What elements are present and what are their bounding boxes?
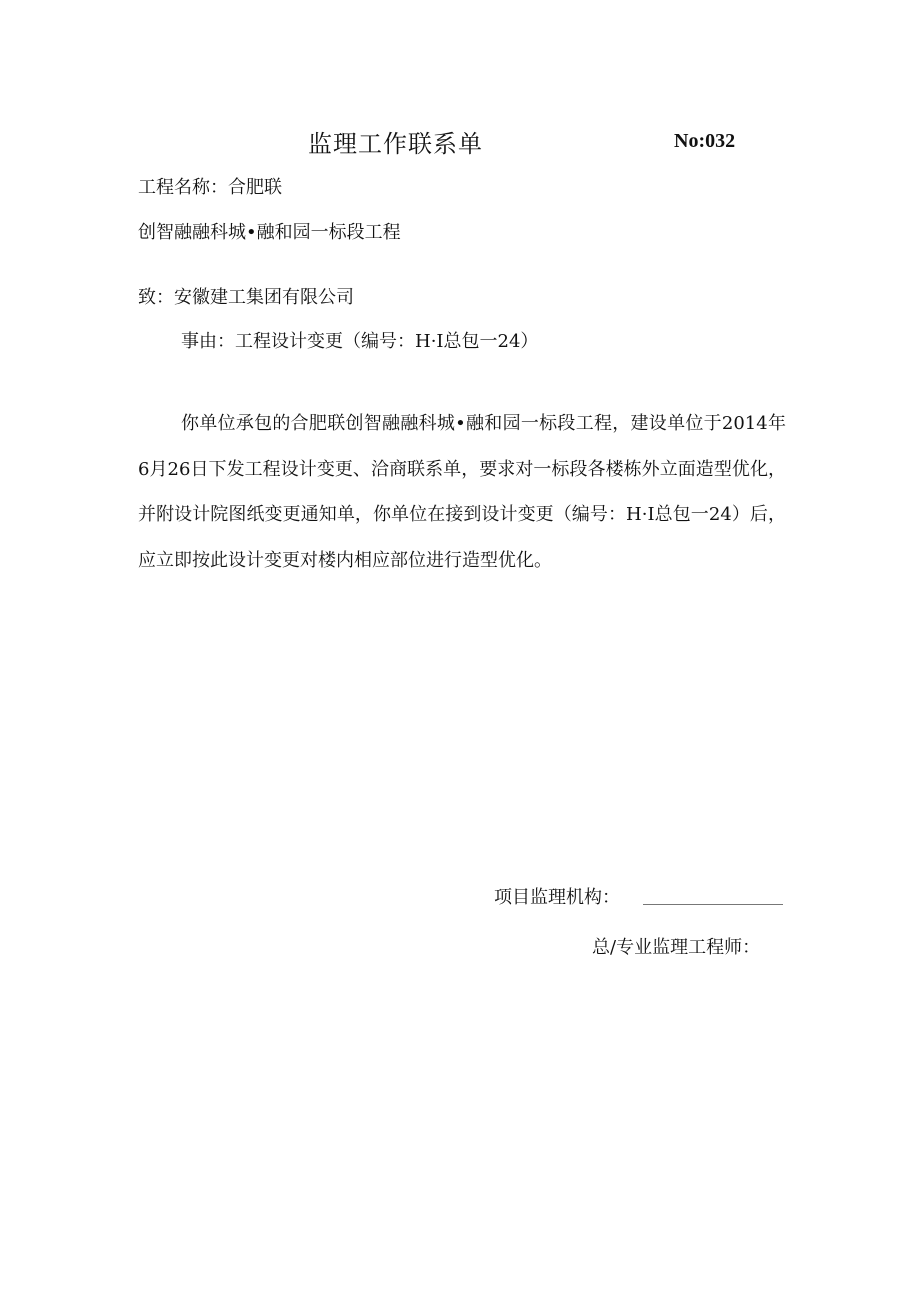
- project-name-line-2: 创智融融科城•融和园一标段工程: [138, 222, 401, 243]
- project-name-line-1: 工程名称：合肥联: [138, 177, 282, 198]
- body-paragraph: 你单位承包的合肥联创智融融科城•融和园一标段工程，建设单位于2014年6月26日下发工程设计变更、洽商联系单，要求对一标段各楼栋外立面造型优化，并附设计院图纸变更通知单，你单位在接到设计变更（编号：H·I总包一24）后，应立即按此设计变更对楼内相应部位进行造型优化。: [138, 413, 786, 571]
- subject: 事由：工程设计变更（编号：H·I总包一24）: [181, 331, 539, 352]
- supervision-org-label: 项目监理机构：: [494, 887, 620, 908]
- document-title: 监理工作联系单: [308, 130, 483, 158]
- signature-blank-line: [643, 904, 783, 905]
- document-number: No:032: [674, 130, 736, 152]
- supervising-engineer-label: 总/专业监理工程师：: [592, 937, 761, 958]
- recipient: 致：安徽建工集团有限公司: [138, 287, 354, 308]
